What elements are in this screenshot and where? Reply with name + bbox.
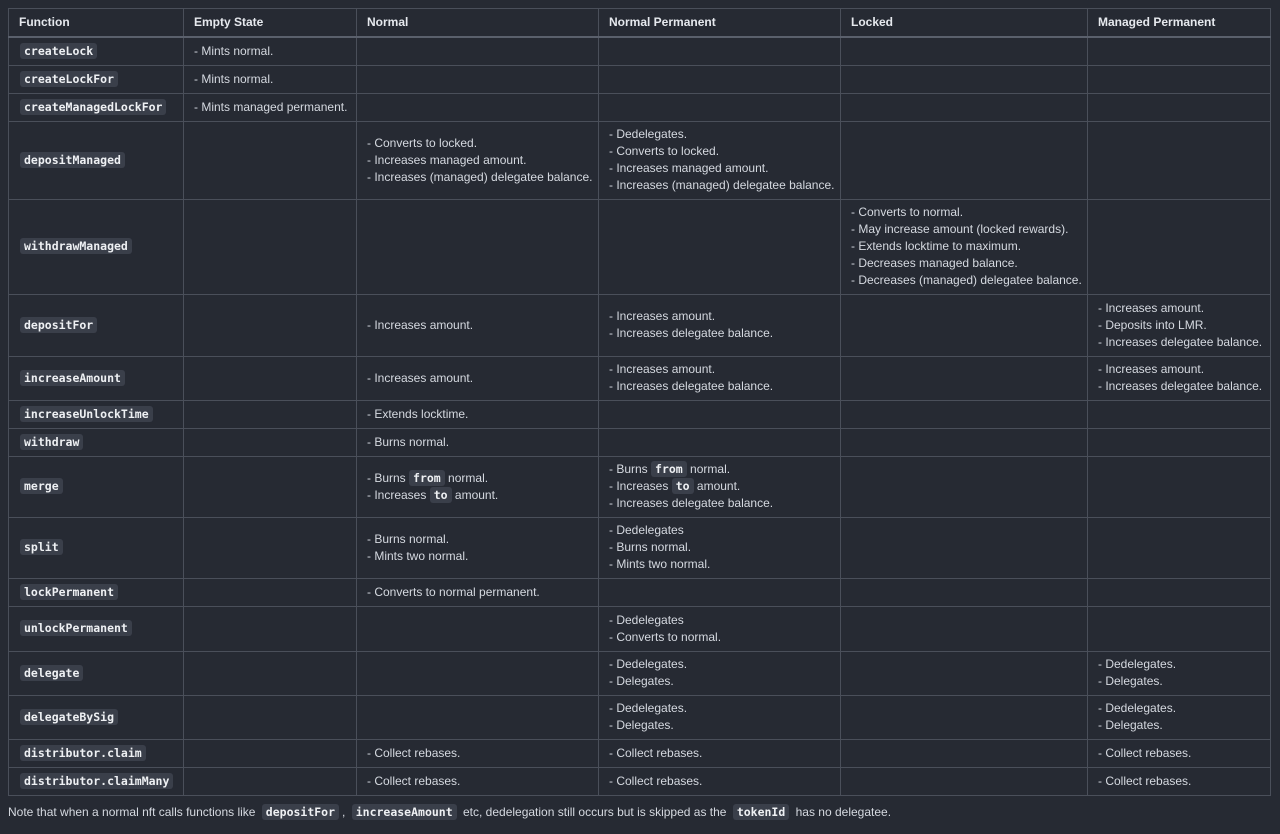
cell-locked <box>841 37 1088 65</box>
function-name: increaseAmount <box>20 370 125 386</box>
cell-text: - Increases delegatee balance. <box>1098 334 1263 349</box>
cell-text: - Collect rebases. <box>609 773 703 788</box>
cell-line <box>367 487 588 504</box>
cell-line <box>1098 656 1260 673</box>
table-row <box>9 93 1271 121</box>
cell-text: - Increases delegatee balance. <box>609 379 774 393</box>
cell-managed-permanent <box>1088 606 1271 651</box>
cell-line <box>367 152 588 169</box>
cell-text: - Converts to normal permanent. <box>367 584 540 599</box>
cell-text: - Decreases managed balance. <box>851 256 1018 270</box>
cell-line <box>367 773 588 790</box>
table-row <box>9 199 1271 294</box>
cell-text: - Converts to normal. <box>609 629 722 644</box>
cell-normal-permanent <box>599 428 841 456</box>
cell-text: amount. <box>693 479 741 493</box>
cell-managed-permanent <box>1088 65 1271 93</box>
cell-line <box>609 773 830 790</box>
inline-code: from <box>409 470 445 486</box>
function-cell <box>9 606 184 651</box>
header-function: Function <box>9 9 184 38</box>
cell-locked <box>841 456 1088 517</box>
cell-managed-permanent <box>1088 93 1271 121</box>
cell-text: - Dedelegates. <box>609 701 688 715</box>
function-name: delegate <box>20 665 83 681</box>
table-row <box>9 428 1271 456</box>
cell-text: - Dedelegates. <box>609 657 688 671</box>
function-name: createManagedLockFor <box>20 99 166 115</box>
cell-empty-state <box>184 606 357 651</box>
function-name: split <box>20 539 63 555</box>
cell-empty-state <box>184 428 357 456</box>
cell-empty-state <box>184 517 357 578</box>
cell-line <box>609 745 830 762</box>
cell-line <box>194 71 346 88</box>
cell-line <box>1098 361 1260 378</box>
table-row <box>9 65 1271 93</box>
note-text: has no delegatee. <box>792 805 892 819</box>
cell-line <box>609 717 830 734</box>
cell-text: - Collect rebases. <box>609 745 703 760</box>
cell-text: amount. <box>451 487 499 502</box>
cell-normal-permanent <box>599 400 841 428</box>
inline-code: to <box>430 487 452 503</box>
cell-text: - Mints normal. <box>194 71 274 86</box>
table-row <box>9 578 1271 606</box>
cell-text: - Dedelegates. <box>1098 701 1177 715</box>
cell-empty-state <box>184 294 357 356</box>
cell-normal <box>357 651 599 695</box>
cell-line <box>609 378 830 395</box>
inline-code: from <box>651 461 687 477</box>
cell-line <box>609 556 830 573</box>
header-locked: Locked <box>841 9 1088 38</box>
function-state-table <box>8 8 1271 796</box>
cell-line <box>851 221 1077 238</box>
cell-text: - Increases amount. <box>609 309 716 323</box>
cell-line <box>609 461 830 478</box>
cell-managed-permanent <box>1088 199 1271 294</box>
cell-text: - Dedelegates <box>609 523 684 537</box>
function-cell <box>9 456 184 517</box>
cell-normal <box>357 93 599 121</box>
cell-managed-permanent <box>1088 767 1271 795</box>
cell-text: - Delegates. <box>609 674 674 688</box>
cell-line <box>194 99 346 116</box>
cell-line <box>1098 300 1260 317</box>
header-normal-permanent: Normal Permanent <box>599 9 841 38</box>
function-name: increaseUnlockTime <box>20 406 153 422</box>
cell-text: - Collect rebases. <box>1098 745 1192 760</box>
cell-text: - Increases amount. <box>1098 300 1205 315</box>
cell-line <box>609 673 830 690</box>
cell-text: - Burns <box>367 470 410 485</box>
cell-locked <box>841 121 1088 199</box>
cell-managed-permanent <box>1088 739 1271 767</box>
footnote <box>8 805 891 819</box>
cell-text: - Increases amount. <box>1098 362 1205 376</box>
cell-normal-permanent <box>599 93 841 121</box>
note-text: etc, dedelegation still occurs but is skipped as the <box>459 805 730 819</box>
function-name: withdrawManaged <box>20 238 132 254</box>
function-cell <box>9 651 184 695</box>
cell-text: - Delegates. <box>1098 718 1163 732</box>
cell-normal-permanent <box>599 356 841 400</box>
table-row <box>9 695 1271 739</box>
cell-empty-state <box>184 767 357 795</box>
cell-normal <box>357 356 599 400</box>
cell-text: normal. <box>686 462 731 476</box>
cell-locked <box>841 400 1088 428</box>
cell-locked <box>841 695 1088 739</box>
cell-line <box>609 143 830 160</box>
function-name: createLock <box>20 43 97 59</box>
function-cell <box>9 356 184 400</box>
cell-empty-state <box>184 578 357 606</box>
cell-managed-permanent <box>1088 294 1271 356</box>
cell-normal <box>357 428 599 456</box>
cell-line <box>1098 717 1260 734</box>
cell-line <box>367 470 588 487</box>
table-row <box>9 456 1271 517</box>
function-cell <box>9 37 184 65</box>
cell-managed-permanent <box>1088 400 1271 428</box>
cell-managed-permanent <box>1088 356 1271 400</box>
cell-managed-permanent <box>1088 121 1271 199</box>
cell-text: - Dedelegates <box>609 612 684 627</box>
header-managed-permanent: Managed Permanent <box>1088 9 1271 38</box>
function-name: depositFor <box>20 317 97 333</box>
function-cell <box>9 695 184 739</box>
cell-line <box>1098 773 1260 790</box>
cell-empty-state <box>184 651 357 695</box>
cell-line <box>609 126 830 143</box>
cell-normal <box>357 739 599 767</box>
cell-line <box>851 204 1077 221</box>
header-empty-state: Empty State <box>184 9 357 38</box>
table-body <box>9 37 1271 795</box>
cell-text: - Mints two normal. <box>609 557 711 571</box>
cell-normal-permanent <box>599 199 841 294</box>
cell-normal-permanent <box>599 578 841 606</box>
function-name: lockPermanent <box>20 584 118 600</box>
cell-text: - Increases <box>367 487 430 502</box>
function-name: withdraw <box>20 434 83 450</box>
cell-text: - Increases delegatee balance. <box>609 326 774 340</box>
function-cell <box>9 65 184 93</box>
cell-text: - Extends locktime. <box>367 406 469 421</box>
cell-empty-state <box>184 37 357 65</box>
function-cell <box>9 767 184 795</box>
inline-code: to <box>672 478 694 494</box>
cell-line <box>1098 673 1260 690</box>
cell-text: - Increases managed amount. <box>367 152 527 167</box>
cell-text: - Mints normal. <box>194 43 274 58</box>
cell-line <box>609 629 830 646</box>
cell-line <box>1098 317 1260 334</box>
cell-normal-permanent <box>599 65 841 93</box>
cell-text: - Burns normal. <box>609 540 692 554</box>
cell-normal-permanent <box>599 606 841 651</box>
note-text: Note that when a normal nft calls functions like <box>8 805 259 819</box>
cell-text: - Burns normal. <box>367 531 450 546</box>
cell-managed-permanent <box>1088 695 1271 739</box>
function-cell <box>9 294 184 356</box>
header-row <box>9 9 1271 38</box>
cell-empty-state <box>184 199 357 294</box>
function-name: merge <box>20 478 63 494</box>
cell-line <box>609 308 830 325</box>
cell-locked <box>841 93 1088 121</box>
function-name: createLockFor <box>20 71 118 87</box>
cell-normal-permanent <box>599 651 841 695</box>
cell-text: - Collect rebases. <box>1098 773 1192 788</box>
function-cell <box>9 739 184 767</box>
cell-line <box>367 317 588 334</box>
function-name: unlockPermanent <box>20 620 132 636</box>
cell-normal-permanent <box>599 294 841 356</box>
table-row <box>9 294 1271 356</box>
cell-line <box>367 169 593 186</box>
cell-text: - Increases delegatee balance. <box>1098 379 1263 393</box>
cell-normal <box>357 456 599 517</box>
note-inline-code: depositFor <box>262 804 339 820</box>
cell-text: - Increases amount. <box>367 370 474 385</box>
cell-text: - Dedelegates. <box>1098 657 1177 671</box>
table-row <box>9 739 1271 767</box>
cell-line <box>609 478 830 495</box>
cell-managed-permanent <box>1088 651 1271 695</box>
cell-text: - Increases (managed) delegatee balance. <box>367 169 593 184</box>
cell-empty-state <box>184 695 357 739</box>
cell-text: - Mints two normal. <box>367 548 469 563</box>
cell-normal <box>357 517 599 578</box>
cell-locked <box>841 356 1088 400</box>
cell-line <box>367 745 588 762</box>
cell-text: - Collect rebases. <box>367 773 461 788</box>
cell-text: - Burns <box>609 462 652 476</box>
function-name: depositManaged <box>20 152 125 168</box>
note-inline-code: increaseAmount <box>352 804 457 820</box>
table-row <box>9 121 1271 199</box>
cell-line <box>609 177 835 194</box>
cell-line <box>1098 700 1260 717</box>
cell-line <box>609 361 830 378</box>
cell-empty-state <box>184 93 357 121</box>
cell-text: - Converts to locked. <box>609 144 720 158</box>
header-normal: Normal <box>357 9 599 38</box>
cell-line <box>194 43 346 60</box>
cell-line <box>609 495 830 512</box>
cell-line <box>367 434 588 451</box>
cell-normal <box>357 121 599 199</box>
cell-locked <box>841 199 1088 294</box>
cell-normal-permanent <box>599 37 841 65</box>
cell-line <box>851 255 1077 272</box>
function-cell <box>9 199 184 294</box>
note-text: , <box>342 805 349 819</box>
table-row <box>9 767 1271 795</box>
cell-text: - Increases <box>609 479 672 493</box>
cell-text: - Increases delegatee balance. <box>609 496 774 510</box>
cell-empty-state <box>184 65 357 93</box>
cell-line <box>609 539 830 556</box>
note-inline-code: tokenId <box>733 804 789 820</box>
cell-normal <box>357 695 599 739</box>
cell-locked <box>841 767 1088 795</box>
cell-line <box>1098 334 1263 351</box>
cell-locked <box>841 65 1088 93</box>
cell-line <box>367 135 588 152</box>
cell-normal <box>357 37 599 65</box>
cell-line <box>1098 378 1263 395</box>
cell-line <box>851 238 1077 255</box>
cell-line <box>609 522 830 539</box>
cell-text: - Delegates. <box>1098 674 1163 688</box>
cell-line <box>609 700 830 717</box>
cell-text: - Converts to normal. <box>851 205 964 219</box>
cell-line <box>1098 745 1260 762</box>
cell-text: - Increases amount. <box>367 317 474 332</box>
cell-text: - Delegates. <box>609 718 674 732</box>
cell-text: - Mints managed permanent. <box>194 99 348 114</box>
cell-text: - Increases managed amount. <box>609 161 769 175</box>
cell-normal-permanent <box>599 767 841 795</box>
cell-line <box>367 370 588 387</box>
cell-line <box>609 325 830 342</box>
function-cell <box>9 428 184 456</box>
cell-locked <box>841 517 1088 578</box>
cell-normal <box>357 65 599 93</box>
cell-managed-permanent <box>1088 517 1271 578</box>
function-cell <box>9 517 184 578</box>
cell-text: - May increase amount (locked rewards). <box>851 222 1069 236</box>
table-row <box>9 517 1271 578</box>
function-cell <box>9 93 184 121</box>
cell-line <box>609 160 830 177</box>
cell-text: - Increases (managed) delegatee balance. <box>609 178 835 192</box>
cell-empty-state <box>184 356 357 400</box>
cell-normal-permanent <box>599 121 841 199</box>
cell-line <box>367 584 588 601</box>
cell-text: - Extends locktime to maximum. <box>851 239 1022 253</box>
cell-managed-permanent <box>1088 37 1271 65</box>
cell-locked <box>841 294 1088 356</box>
cell-locked <box>841 428 1088 456</box>
cell-normal <box>357 294 599 356</box>
cell-normal <box>357 767 599 795</box>
cell-managed-permanent <box>1088 428 1271 456</box>
function-cell <box>9 400 184 428</box>
cell-text: - Converts to locked. <box>367 135 478 150</box>
table-row <box>9 651 1271 695</box>
cell-empty-state <box>184 400 357 428</box>
cell-normal <box>357 400 599 428</box>
table-row <box>9 356 1271 400</box>
cell-managed-permanent <box>1088 456 1271 517</box>
cell-normal <box>357 199 599 294</box>
function-state-table-container <box>8 8 1270 796</box>
cell-locked <box>841 578 1088 606</box>
function-cell <box>9 578 184 606</box>
function-cell <box>9 121 184 199</box>
cell-line <box>367 406 588 423</box>
cell-text: normal. <box>444 470 489 485</box>
cell-empty-state <box>184 739 357 767</box>
cell-text: - Deposits into LMR. <box>1098 317 1207 332</box>
cell-text: - Decreases (managed) delegatee balance. <box>851 273 1082 287</box>
cell-text: - Burns normal. <box>367 434 450 449</box>
cell-line <box>851 272 1082 289</box>
cell-empty-state <box>184 456 357 517</box>
cell-normal-permanent <box>599 456 841 517</box>
cell-text: - Dedelegates. <box>609 127 688 141</box>
table-row <box>9 400 1271 428</box>
cell-line <box>609 656 830 673</box>
cell-line <box>367 548 588 565</box>
function-name: distributor.claim <box>20 745 146 761</box>
table-row <box>9 37 1271 65</box>
table-header <box>9 9 1271 38</box>
table-row <box>9 606 1271 651</box>
cell-line <box>367 531 588 548</box>
cell-locked <box>841 651 1088 695</box>
cell-line <box>609 612 830 629</box>
function-name: distributor.claimMany <box>20 773 173 789</box>
cell-normal-permanent <box>599 739 841 767</box>
cell-locked <box>841 739 1088 767</box>
cell-normal-permanent <box>599 695 841 739</box>
cell-managed-permanent <box>1088 578 1271 606</box>
cell-normal <box>357 578 599 606</box>
cell-empty-state <box>184 121 357 199</box>
cell-text: - Collect rebases. <box>367 745 461 760</box>
cell-normal <box>357 606 599 651</box>
function-name: delegateBySig <box>20 709 118 725</box>
cell-normal-permanent <box>599 517 841 578</box>
cell-locked <box>841 606 1088 651</box>
cell-text: - Increases amount. <box>609 362 716 376</box>
